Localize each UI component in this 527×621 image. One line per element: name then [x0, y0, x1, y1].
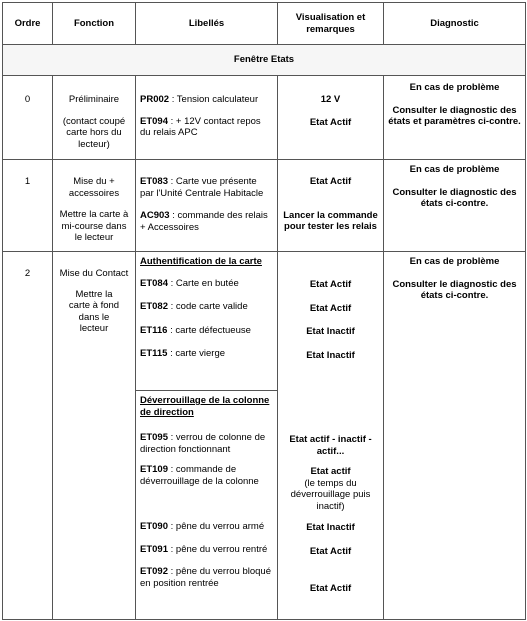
libelle-code: ET095	[140, 432, 168, 443]
vis-value: Etat Actif	[309, 302, 352, 314]
libelle-item	[140, 418, 273, 455]
libelles-cell	[136, 76, 278, 160]
diag-line: En cas de problème	[409, 256, 500, 267]
vis-value: Etat Actif	[309, 583, 352, 594]
deverrouillage-vis-group	[281, 390, 380, 595]
libelle-text: : Tension calculateur	[169, 94, 259, 105]
vis-value: 12 V	[320, 94, 341, 105]
libelle-text: : verrou de colonne de direction fonctionnant	[140, 432, 266, 455]
libelle-item	[140, 76, 273, 106]
vis-note: (le temps du déverrouillage puis inactif)	[290, 477, 371, 512]
libelle-item	[140, 533, 273, 556]
diag-line: Consulter le diagnostic des états ci-contre.	[392, 186, 517, 209]
deverrouillage-group	[136, 390, 277, 589]
libelle-item	[140, 313, 273, 337]
visualisation-cell	[278, 252, 384, 620]
libelle-text: : carte vierge	[167, 348, 226, 359]
libelle-text: : Carte vue présente par l'Unité Centrale Habitacle	[140, 176, 264, 199]
libelle-text: : commande de déverrouillage de la colonne	[140, 464, 259, 487]
libelle-code: PR002	[140, 94, 170, 105]
vis-value: Etat Actif	[309, 116, 352, 128]
libelle-text: : code carte valide	[168, 301, 248, 312]
vis-value: Etat Inactif	[306, 349, 355, 361]
vis-value: Etat Inactif	[306, 326, 355, 337]
vis-value: Etat actif	[310, 466, 351, 477]
libelle-text: : Carte en butée	[168, 277, 239, 289]
fonction-line: (contact coupé carte hors du lecteur)	[62, 115, 126, 150]
libelle-code: ET092	[140, 566, 168, 577]
libelle-item	[140, 487, 273, 533]
libelle-item	[140, 336, 273, 360]
libelle-code: ET084	[140, 277, 168, 289]
libelle-text: : pêne du verrou armé	[168, 521, 265, 532]
fonction-line: Mise du + accessoires	[68, 176, 120, 199]
ordre-cell	[3, 76, 53, 160]
fonction-line: Mettre la carte à fond dans le lecteur	[68, 288, 120, 334]
section-row	[3, 45, 526, 76]
header-diagnostic: Diagnostic	[384, 3, 526, 45]
diagnostic-cell	[384, 76, 526, 160]
group-title: Déverrouillage de la colonne de direction	[140, 395, 270, 418]
ordre-value: 0	[24, 94, 31, 105]
vis-value: Etat Inactif	[306, 522, 355, 533]
libelle-text: : carte défectueuse	[167, 324, 251, 336]
fonction-cell	[53, 76, 136, 160]
vis-value: Etat actif - inactif - actif...	[289, 434, 372, 457]
vis-value: Etat Actif	[309, 545, 352, 557]
libelle-text: : pêne du verrou rentré	[168, 543, 268, 555]
fonction-line: Mise du Contact	[59, 268, 129, 279]
libelle-text: : commande des relais + Accessoires	[140, 210, 268, 233]
diagnostic-cell	[384, 252, 526, 620]
fonction-cell	[53, 160, 136, 252]
libelle-code: ET090	[140, 521, 168, 532]
auth-group	[136, 252, 277, 390]
table-row	[3, 76, 526, 160]
libelle-item	[140, 199, 273, 233]
libelle-item	[140, 160, 273, 199]
libelle-code: ET115	[140, 348, 168, 359]
visualisation-cell	[278, 76, 384, 160]
fonction-line: Préliminaire	[68, 94, 120, 105]
libelle-item	[140, 455, 273, 487]
diag-line: Consulter le diagnostic des états ci-contre.	[392, 278, 517, 301]
libelle-code: ET109	[140, 464, 168, 475]
header-libelles: Libellés	[136, 3, 278, 45]
header-row	[3, 3, 526, 45]
group-title: Authentification de la carte	[140, 256, 262, 267]
visualisation-cell	[278, 160, 384, 252]
fonction-cell	[53, 252, 136, 620]
ordre-cell	[3, 252, 53, 620]
libelle-code: AC903	[140, 210, 170, 221]
auth-vis-group	[281, 252, 380, 390]
libelle-text: : + 12V contact repos du relais APC	[140, 115, 261, 138]
libelle-item	[140, 106, 273, 139]
ordre-value: 2	[24, 268, 31, 279]
libelle-item	[140, 555, 273, 589]
libelle-item	[140, 268, 273, 290]
vis-value: Etat Actif	[309, 279, 352, 290]
diag-line: En cas de problème	[409, 164, 500, 175]
header-ordre: Ordre	[3, 3, 53, 45]
ordre-cell	[3, 160, 53, 252]
diagnostic-table	[2, 2, 526, 620]
libelle-code: ET091	[140, 543, 168, 555]
libelle-code: ET083	[140, 176, 168, 187]
table-row	[3, 160, 526, 252]
libelles-cell	[136, 252, 278, 620]
fonction-line: Mettre la carte à mi-course dans le lecteur	[59, 209, 129, 243]
libelle-code: ET094	[140, 115, 168, 127]
ordre-value: 1	[24, 176, 31, 187]
header-visualisation: Visualisation et remarques	[278, 3, 384, 45]
section-title: Fenêtre Etats	[3, 45, 526, 76]
diagnostic-cell	[384, 160, 526, 252]
vis-value: Lancer la commande pour tester les relais	[283, 209, 378, 232]
vis-value: Etat Actif	[309, 176, 352, 187]
libelle-item	[140, 289, 273, 313]
libelles-cell	[136, 160, 278, 252]
header-fonction: Fonction	[53, 3, 136, 45]
libelle-code: ET082	[140, 301, 168, 312]
table-row	[3, 252, 526, 620]
diag-line: En cas de problème	[409, 82, 500, 93]
diag-line: Consulter le diagnostic des états et paramètres ci-contre.	[388, 104, 521, 127]
libelle-text: : pêne du verrou bloqué en position rentrée	[140, 566, 271, 589]
libelle-code: ET116	[140, 324, 168, 336]
